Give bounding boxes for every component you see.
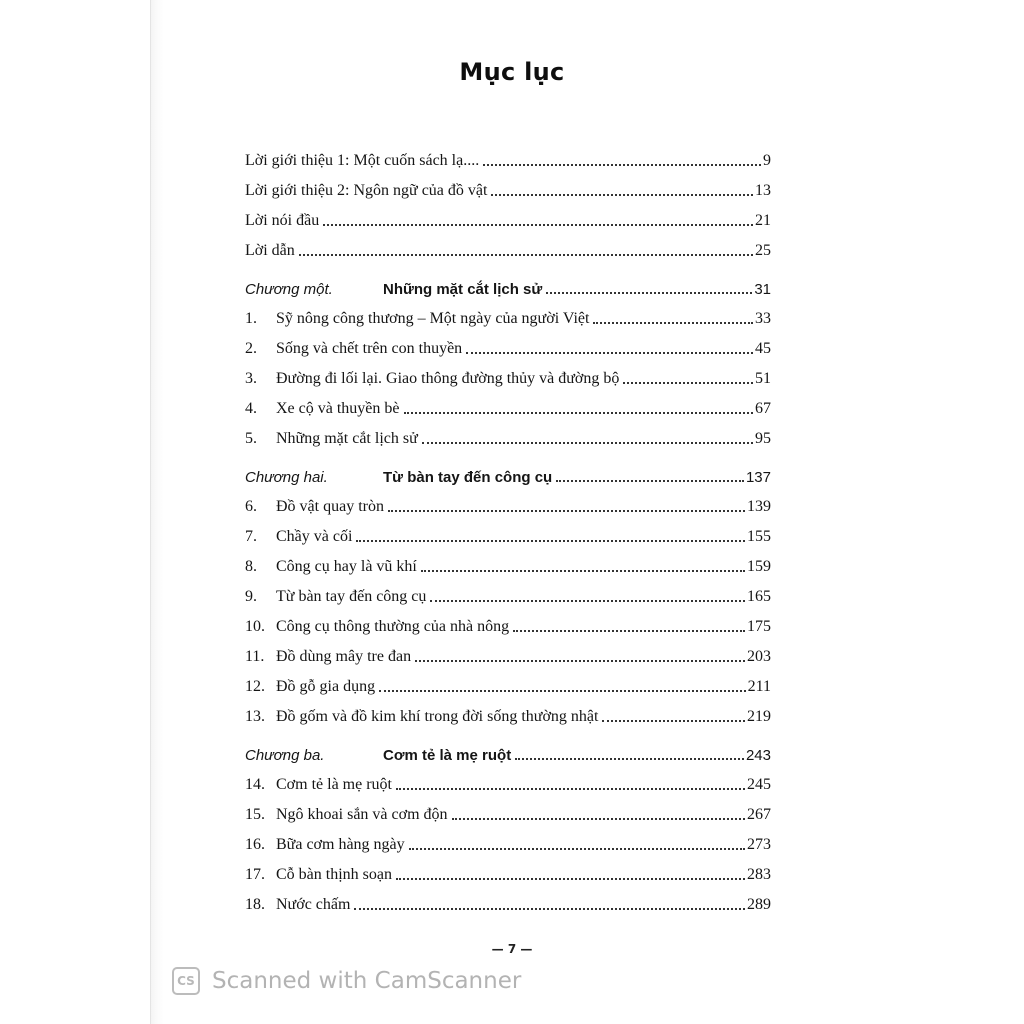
chapter-label: Chương ba. [245,747,325,764]
toc-page-number: 45 [755,340,771,357]
toc-item-row[interactable] [245,764,771,794]
toc-item-row[interactable] [245,418,771,448]
toc-entry-label: Nước chấm [276,896,351,913]
toc-entry-label: Đồ vật quay tròn [276,498,384,515]
toc-entry-label: Sỹ nông công thương – Một ngày của người Việt [276,310,590,327]
item-number: 2. [245,340,257,357]
leader-dots [515,758,744,760]
toc-intro-row[interactable] [245,230,771,260]
item-number: 3. [245,370,257,387]
leader-dots [430,600,745,602]
item-number: 13. [245,708,265,725]
toc-page-number: 9 [763,152,771,169]
item-number: 12. [245,678,265,695]
item-number: 10. [245,618,265,635]
leader-dots [593,322,753,324]
toc-item-row[interactable] [245,516,771,546]
toc-entry-label: Chầy và cối [276,528,353,545]
toc-page-number: 203 [747,648,771,665]
leader-dots [513,630,745,632]
watermark-text: Scanned with CamScanner [212,968,522,994]
toc-entry-label: Đường đi lối lại. Giao thông đường thủy và đường bộ [276,370,620,387]
chapter-heading-row[interactable] [245,456,771,486]
toc-intro-row[interactable] [245,200,771,230]
toc-item-row[interactable] [245,824,771,854]
leader-dots [483,164,761,166]
toc-page-number: 283 [747,866,771,883]
toc-entry-label: Lời giới thiệu 2: Ngôn ngữ của đồ vật [245,182,488,199]
toc-page-number: 155 [747,528,771,545]
item-number: 9. [245,588,257,605]
toc-entry-label: Bữa cơm hàng ngày [276,836,405,853]
toc-entry-label: Cơm tẻ là mẹ ruột [276,776,392,793]
toc-page-number: 211 [747,678,771,695]
item-number: 5. [245,430,257,447]
toc-page-number: 245 [747,776,771,793]
leader-dots [356,540,745,542]
toc-item-row[interactable] [245,696,771,726]
toc-item-row[interactable] [245,358,771,388]
leader-dots [602,720,745,722]
toc-item-row[interactable] [245,298,771,328]
toc-page-number: 175 [747,618,771,635]
toc-entry-label: Lời giới thiệu 1: Một cuốn sách lạ.... [245,152,480,169]
chapter-heading-row[interactable] [245,734,771,764]
toc-entry-label: Đồ dùng mây tre đan [276,648,412,665]
toc-page-number: 289 [747,896,771,913]
toc-item-row[interactable] [245,884,771,914]
toc-page-number: 219 [747,708,771,725]
toc-page-number: 13 [755,182,771,199]
toc-page-number: 159 [747,558,771,575]
toc-page-number: 33 [755,310,771,327]
item-number: 18. [245,896,265,913]
chapter-label: Chương một. [245,281,333,298]
leader-dots [354,908,745,910]
leader-dots [491,194,753,196]
toc-entry-label: Đồ gốm và đồ kim khí trong đời sống thường nhật [276,708,599,725]
page-number-footer: — 7 — [491,942,533,956]
leader-dots [404,412,753,414]
toc-page-number: 243 [745,747,771,764]
leader-dots [396,878,745,880]
leader-dots [379,690,745,692]
toc-page-number: 95 [755,430,771,447]
toc-entry-label: Công cụ hay là vũ khí [276,558,417,575]
item-number: 16. [245,836,265,853]
leader-dots [323,224,753,226]
item-number: 14. [245,776,265,793]
chapter-title: Cơm tẻ là mẹ ruột [383,747,512,764]
toc-page-number: 165 [747,588,771,605]
leader-dots [396,788,745,790]
leader-dots [415,660,745,662]
toc-page-number: 273 [747,836,771,853]
toc-page-number: 31 [754,281,771,298]
item-number: 1. [245,310,257,327]
toc-item-row[interactable] [245,388,771,418]
toc-page-number: 25 [755,242,771,259]
toc-entry-label: Xe cộ và thuyền bè [276,400,400,417]
toc-entry-label: Lời dẫn [245,242,295,259]
toc-entry-label: Đồ gỗ gia dụng [276,678,376,695]
camscanner-watermark [172,964,521,998]
toc-page-number: 21 [755,212,771,229]
chapter-title: Từ bàn tay đến công cụ [383,469,553,486]
toc-page-number: 67 [755,400,771,417]
toc-intro-row[interactable] [245,140,771,170]
chapter-heading-row[interactable] [245,268,771,298]
toc-page-number: 137 [745,469,771,486]
leader-dots [422,442,753,444]
camscanner-logo-icon: CS [172,967,200,995]
leader-dots [299,254,753,256]
item-number: 7. [245,528,257,545]
leader-dots [466,352,753,354]
page-title: Mục lục [459,58,565,86]
toc-item-row[interactable] [245,576,771,606]
item-number: 17. [245,866,265,883]
leader-dots [452,818,745,820]
leader-dots [623,382,753,384]
toc-item-row[interactable] [245,606,771,636]
item-number: 11. [245,648,265,665]
page-edge [150,0,151,1024]
chapter-title: Những mặt cắt lịch sử [383,281,543,298]
toc-entry-label: Những mặt cắt lịch sử [276,430,418,447]
toc-entry-label: Công cụ thông thường của nhà nông [276,618,510,635]
toc-item-row[interactable] [245,546,771,576]
toc-intro-row[interactable] [245,170,771,200]
toc-entry-label: Ngô khoai sắn và cơm độn [276,806,448,823]
toc-entry-label: Từ bàn tay đến công cụ [276,588,427,605]
chapter-label: Chương hai. [245,469,328,486]
toc-item-row[interactable] [245,794,771,824]
item-number: 4. [245,400,257,417]
toc-page-number: 267 [747,806,771,823]
toc-page-number: 51 [755,370,771,387]
leader-dots [409,848,745,850]
toc-item-row[interactable] [245,328,771,358]
toc-item-row[interactable] [245,636,771,666]
item-number: 15. [245,806,265,823]
toc-item-row[interactable] [245,486,771,516]
item-number: 8. [245,558,257,575]
leader-dots [546,292,752,294]
toc-item-row[interactable] [245,666,771,696]
toc-entry-label: Sống và chết trên con thuyền [276,340,463,357]
leader-dots [388,510,745,512]
toc-item-row[interactable] [245,854,771,884]
leader-dots [556,480,744,482]
toc-page-number: 139 [747,498,771,515]
toc-entry-label: Lời nói đầu [245,212,320,229]
toc-entry-label: Cỗ bàn thịnh soạn [276,866,392,883]
item-number: 6. [245,498,257,515]
leader-dots [421,570,745,572]
